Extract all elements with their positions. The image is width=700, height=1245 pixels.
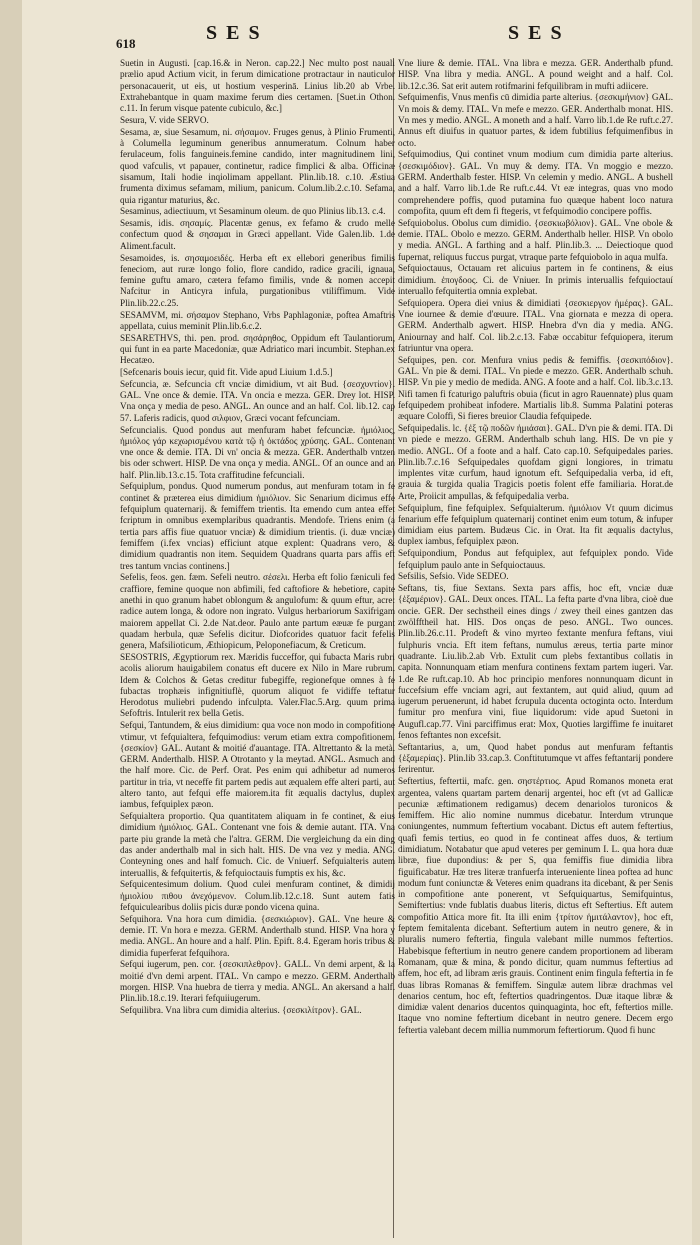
dictionary-entry: Sefquialtera proportio. Qua quantitatem aliquam in fe continet, & eius dimidium ἡμιόλιος. GAL. Contenant vne fois & demie autant. ITA. Vna parte piu grande la metà che l'altra. GERM. Die vergleichung da ein ding das ander anderthalb mal in sich halt. HIS. De vna vez y media. ANG. Conteyning ones and half fomuch. Cic. de Vniuerf. Sefquialteris autem interuallis, & fefquitertis, & fefquioctauis fumptis ex his, &c. <box>120 811 395 878</box>
dictionary-entry: SESAMVM, mi. σήσαμον Stephano, Vrbs Paphlagoniæ, poftea Amaftris appellata, cuius meminit Plin.lib.6.c.2. <box>120 309 395 331</box>
dictionary-entry: SESOSTRIS, Ægyptiorum rex. Mæridis fucceffor, qui fubacta Maris rubri acolis aliorum hauigabilem conatus eft ducere ex Nilo in Mare rubrum. Idem & Colchos & Getas creditur fubegiffe, regionefque omnes à fe fubactas trophæis infignitiuflè, quorum aliquot fe vidiffe teftatur Herodotus muliebri pudendo infculpta. Valer.Flac.5.Arg. quum prima Sefoftris. Intulerit rex bella Getis. <box>120 651 395 719</box>
dictionary-entry: Sesamoides, is. σησαμοειδές. Herba eft ex ellebori generibus fimilis feneciom, aut ruræ longo folio, flore candido, radice gracili, ignaua, femine guftu amaro, cætera fefamo fimilis, vnde & nomen accepit Nafcitur in Anticyra infula, purgationibus vtiliffimum. Vide Plin.lib.22.c.25. <box>120 252 395 308</box>
dictionary-entry: Suetin in Augusti. [cap.16.& in Neron. cap.22.] Nec multo post nauali prælio apud Actium vicit, in ferum dimicatione protractaur in nauticulor personacauerit, ut eis, ut hostium vesperinā. Linius lib.20 ab Vrbe. Extrahebantque in quam maxime ferum dies certamen. [Suet.in Othon. c.11. In ferum visque patente cubiculo, &c.] <box>120 58 395 114</box>
dictionary-entry: Sefquioctauus, Octauam ret alicuius partem in fe continens, & eius dimidium. ἐπογδοος. Ci. de Vniuer. In primis interuallis fefquioctauí interuallo fefquitertia omnia explebat. <box>398 263 673 296</box>
dictionary-entry: Sefcuncia, æ. Sefcuncia cft vnciæ dimidium, vt ait Bud. {σεσχυντίον}. GAL. Vne once & demie. ITA. Vn oncia e mezza. GER. Drey lot. HISP. Vna onça y media de peso. ANGL. An ounce and an half. Col. lib.12. cap 57. Laferis radicis, quod σιλφιον, Græci vocant fefcunciam. <box>120 378 395 423</box>
dictionary-entry: Sefqui, Tantundem, & eius dimidium: qua voce non modo in compofitione vtimur, vt fefquialtera, fefquimodius: verum etiam extra compofitionem. {σεσκίον} GAL. Autant & moitié d'auantage. ITA. Altrettanto & la metà. GERM. Anderthalb. HISP. A Otrotanto y la meytad. ANGL. Asmuch and the half more. Cic. de Perf. Orat. Pes enim qui adhibetur ad numeros partitur in tria, vt neceffe fit partem pedis aut æqualem effe alteri parti, aut altero tanto, aut fefqui effe maiorem.ita fit æqualis dactylus, duplex iambus, fefquiplex pæon. <box>120 720 395 810</box>
dictionary-entry: Sefquiplum, pondus. Quod numerum pondus, aut menfuram totam in fe continet & præterea eius dimidium ἡμιόλιον. Sic Senarium dicimus effe fefquiplum quaternarij. & femiffem trientis. Ita emendo cum antea effet fcriptum in omnibus exemplaribus quadrantis. Mendofe. Triens enim (a tertia pars affis fiue quatuor vnciæ) & dimidium trientis. (i. duæ vnciæ) femiffem (i.fex vncias) efficiunt atque explent: Quadrans vero, & dimidium quadrantis non item. Sequidem Quadrans quarta pars affis eft tres tantum vncias continens.] <box>120 481 395 571</box>
page-number: 618 <box>116 36 136 51</box>
dictionary-entry: Sesama, æ, siue Sesamum, ni. σήσαμον. Fruges genus, à Plinio Frumenti, à Columella leguminum generibus annumeratum. Colnum haber ferulaceum, folis fanguineis.femine candido, inter magnitudinem lini, quod vafculis, vt papauer, continetur, radice fimplici & alba. Officinæ sisamum, Itali hodie inqiolimam appellant. Plin.lib.18. c.10. Æstiua frumenta diximus sefamam, milium, panicum. Colum.lib.2.c.10. Sefama, quia rigantur maturius, &c. <box>120 126 395 205</box>
left-column <box>120 58 395 1238</box>
dictionary-entry: Sefquipedalis. lc. {ἐξ τῷ ποδῶν ἡμιάσαι}. GAL. D'vn pie & demi. ITA. Di vn piede e mezzo. GERM. Anderthalb schuh lang. HIS. De vn pie y medio. ANGL. Of a foote and a half. Cato cap.10. Sefquipedales paries. Plin.lib.7.c.16 Sefquipedales quofdam gigni longiores, in trimatu implentes vitæ curfum, haud ignotum eft. Sefquipedalia verba, id eft, grauia & turgida qualia Tragicis poetis folent effe familiaria. Horat.de Arte, Proiicit ampullas, & fefquipedalia verba. <box>398 423 673 501</box>
dictionary-entry: Sefquimenfis, Vnus menfis cū dimidia parte alterius. {σεσκιμήνιον} GAL. Vn mois & demy. ITAL. Vn mefe e mezzo. GER. Anderthalb monat. HIS. Vn mes y medio. ANGL. A moneth and a half. Varro lib.1.de Re ruft.c.27. Annus eft diuifus in quatuor partes, & idem fubtilius fefquimenfibus in octo. <box>398 92 673 148</box>
dictionary-entry: Sesaminus, adiectiuum, vt Sesaminum oleum. de quo Plinius lib.13. c.4. <box>120 206 386 217</box>
dictionary-entry: Seftantarius, a, um, Quod habet pondus aut menfuram feftantis {ἑξαμερίας}. Plin.lib 33.cap.3. Conftitutumque vt affes feftantarij pondere ferirentur. <box>398 741 673 775</box>
dictionary-entry: Seftertius, feftertii, mafc. gen. σηστέρτιος. Apud Romanos moneta erat argentea, valens quartam partem denarij argentei, hoc eft (vt ad Gallicæ pecuniæ æftimationem redigamus) decem denariolos turonicos & femiffem. Hic alio nomine nummus dicebatur. Interdum vtrunque coniungentes, nummum feftertium vocabant. Dictus eft autem feftertius, quafi femis tertius, eo quod in fe contineat affes duos, & tertium dimidiatum. Notabatur que apud veteres per geminum I. L. qua hora duæ libræ, fiue dupondius: & per S, qua femiffis fiue dimidia libra figuificabatur. Hæ tres literæ tranfuerfa interueniente linea poftea ad hunc modum funt coniunctæ & Veteres enim quadrans ita dicebant, & per Senis in compofitione ante ponerent, vt Sefquiquartus, Semifquintus, Semiftertius: vnde fublatis duabus literis, dictus eft Seftertius. Eft autem compofitio Attica more fit. Ita illi enim {τρίτον ἡμιτάλαντον}, hoc eft, feptem femitalenta dicebant. Seftertium autem in neutro genere, & in pluralis numero feftertia, fingula valebant mille nummos feftertios. Habebisque feftertium in neutro genere candem proportionem ad liberam Romanam, quæ & mina, & pondo dicitur, quam nummus feftertius ad affem, hoc eft, ad libram æris grauis. Continent enim fingula feftertia in fe duas libras Romanas & femiffem. Singulæ autem libræ drachmas vel denarios centum, hoc eft, feftertios quadringentos. Duæ itaque libræ & dimidiæ valent denarios ducentos quinquaginta, hoc eft, feftertios mille. Itaque vno nomine feftertium dicebant in neutro genere. Decem ergo feftertia valebant decem millia nummorum feftertiorum. Quod fi hunc <box>398 776 673 1035</box>
dictionary-entry: Sefquiplum, fine fefquiplex. Sefquialterum. ἡμιόλιον Vt quum dicimus fenarium effe fefquiplum quaternarij continet enim eum totum, & infuper dimidiam eius partem. Budæus Cic. in Orat. Ita fit æqualis dactylus, duplex iambus, fefquiplex pæon. <box>398 502 673 547</box>
dictionary-entry: [Sefcenaris bouis iecur, quid fit. Vide apud Liuium 1.d.5.] <box>120 367 333 378</box>
dictionary-entry: SESARETHVS, thi. pen. prod. σησάρηθος, Oppidum eft Taulantiorum, qui funt in ea parte Macedoniæ, quæ Adriatico mari incumbit. Stephan.ex Hecatæo. <box>120 332 395 366</box>
dictionary-entry: Sesamis, idis. σησαμίς. Placentæ genus, ex fefamo & crudo melle confectum quod & σησαμαι in Græci appellant. Vide Galen.lib. 1.de Aliment.facult. <box>120 218 395 251</box>
running-head-left: SES <box>206 22 269 44</box>
right-column <box>398 58 673 1238</box>
page-edge <box>692 0 700 1245</box>
dictionary-entry: Sefquipondium, Pondus aut fefquiplex, aut fefquiplex pondo. Vide fefquiplum paulo ante in Sefquioctauus. <box>398 548 673 570</box>
dictionary-entry: Sefquiopera. Opera diei vnius & dimidiati {σεσκιεργον ἡμέρας}. GAL. Vne iournee & demie d'œuure. ITAL. Vna giornata e mezza di opera. GERM. Anderthalb agwert. HISP. Hnebra d'vn dia y media. ANG. Aniournay and half. Col. lib.2.c.13. Fabæ occabitur fefquiopera, iterum fatriuntur vna opera. <box>398 297 673 353</box>
dictionary-entry: Sefquimodius, Qui continet vnum modium cum dimidia parte alterius. {σεσκιμόδιον}. GAL. Vn muy & demy. ITA. Vn moggio e mezzo. GERM. Anderthalb fester. HISP. Vn celemin y medio. ANGL. A bushell and a half. Varro lib.1.de Re ruft.c.44. Vt eæ integras, quas vno modo comprehendere poffis, quod putamina fuo quæque habent loco natura compofita, quum eft dem fi ftegeris, vt fefquimodio concipere poffis. <box>398 149 673 216</box>
dictionary-entry: Sefqui iugerum, pen. cor. {σεσκιπλεθρον}. GALL. Vn demi arpent, & la moitié d'vn demi arpent. ITAL. Vn campo e mezzo. GERM. Anderthalb morgen. HISP. Vna huebra de tierra y media. ANGL. An akersand a half. Plin.lib.18.c.19. Iterari fefquiiugerum. <box>120 959 395 1004</box>
dictionary-entry: Sefquicentesimum dolium. Quod culei menfuram continet, & dimidij ἡμιολίου πιθου ἀνεχόμενον. Colum.lib.12.c.18. Sunt autem fatis fefquiculearibus doliis picis duræ pondo vicena quina. <box>120 879 395 912</box>
dictionary-entry: Sefelis, feos. gen. fæm. Sefeli neutro. σέσελι. Herba eft folio fæniculi fed craffiore, femine quoque non abfimili, fed caftofiore & hebetiore, capite anethi in quo granum habet oblongum & angulofum: & quum eftur, acre: radice autem longa, & odore non ingrato. Vulgus herbariorum Saxifrigam maiorem appellat Ci. 2.de Nat.deor. Paulo ante partum eæuæ fe purgant quadam herbula, quæ Sefelis dicitur. Diofcorides quatuor facit fefelis genera, Mafsilioticum, Æthiopicum, Peloponefiacum, & Creticum. <box>120 572 395 651</box>
dictionary-entry: Sefquilibra. Vna libra cum dimidia alterius. {σεσκιλίτρον}. GAL. <box>120 1005 362 1016</box>
dictionary-entry: Sefsilis, Sefsio. Vide SEDEO. <box>398 571 509 582</box>
page-gutter-shadow <box>0 0 22 1245</box>
dictionary-entry: Seftans, tis, fiue Sextans. Sexta pars affis, hoc eft, vnciæ duæ {ἑξαμέριον}. GAL. Deux onces. ITAL. La fefta parte d'vna libra, cioè due oncie. GER. Der sechstheil eines dings / zwey theil eines gantzen das zwölfftheil hat. HIS. Dos onças de peso. ANGL. Two ounces. Plin.lib.26.c.11. Prodeft & vino myrteo fextante menfura feftans, viui fulphuris vncia. Eft item feftans, numulus æreus, tertia parte minor quadrante. Liu.lib.2.ab Vrb. Extulit cum plebs fextantibus collatis in capita. Nonnunquam etiam menfura continens fextam partem iugeri. Var. 1.de Re ruft.cap.10. Ab hoc principio menfores nonnunquam dicunt in fuccefsium effe vnciam agri, aut fextantem, aut quid aliud, quum ad iugerum peruenerunt, id habet fcrupula ducenta octoginta octo. Interdum fumitur pro menfura vini, fiue liquidorum: vide apud Suetoni in Augufl.cap.77. Vini parciffimus erat: Mox, Quoties largiffime fe inuitaret fenos feftantes non excefsit. <box>398 583 673 741</box>
dictionary-entry: Sesura, V. vide SERVO. <box>120 114 209 125</box>
dictionary-entry: Vne liure & demie. ITAL. Vna libra e mezza. GER. Anderthalb pfund. HISP. Vna libra y media. ANGL. A pound weight and a half. Col. lib.12.c.36. Sat erit autem rotifmarini fefquilibram in mufti adiicere. <box>398 58 673 91</box>
dictionary-entry: Sefquiobolus. Obolus cum dimidio. {σεσκιωβόλιον}. GAL. Vne obole & demie. ITAL. Obolo e mezzo. GERM. Anderthalb heller. HISP. Vn obolo y media. ANGL. A farthing and a half. Plin.lib.3. ... Deiectioque quod fupernat, reliquus fuccus purgat, vtraque parte fefquiobolo in aqua mulfa. <box>398 217 673 262</box>
running-head-right: SES <box>508 22 571 44</box>
dictionary-entry: Sefquipes, pen. cor. Menfura vnius pedis & femiffis. {σεσκιπόδιον}. GAL. Vn pie & demi. ITAL. Vn piede e mezzo. GER. Anderthalb schuh. HISP. Vn pie y medio de medida. ANG. A foote and a half. Col. lib.3.c.13. Nifi tamen fi fcaturigo paluftris obuia (ficut in agro Rauennate) plus quam fefquipedem prohibeat infodere. Martialis lib.8. Summa Palatini poteras æquare Coloffi, Si fieres breuior Claudia fefquipede. <box>398 354 673 422</box>
dictionary-entry: Sefcuncialis. Quod pondus aut menfuram habet fefcunciæ. ἡμιόλιος, ἡμιόλος γάρ κεχωρισμένου κατὰ τῷ ἡ ὀκτάδος χρύσης. GAL. Contenant vne once & demie. ITA. Di vn' oncia & mezza. GER. Anderthalb vntzen bis oder schwert. HISP. De vna onça y media. ANGL. Of an ounce and an half. Plin.lib.13.c.15. Tota craffitudine fefcunciali. <box>120 424 395 480</box>
dictionary-entry: Sefquihora. Vna hora cum dimidia. {σεσκιώριον}. GAL. Vne heure & demie. IT. Vn hora e mezza. GERM. Anderthalb stund. HISP. Vna hora y media. ANGL. An houre and a half. Plin. Epift. 8.4. Egeram horis tribus & dimidia fuperferat fefquihora. <box>120 913 395 958</box>
